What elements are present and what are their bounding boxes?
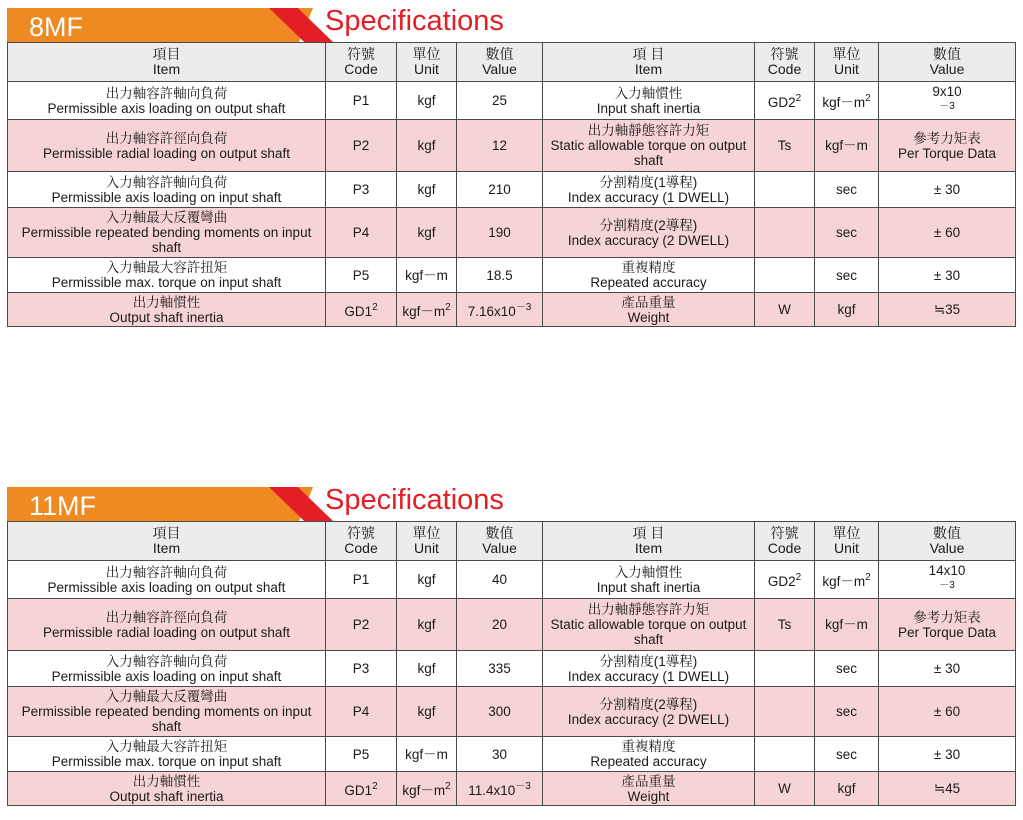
- item-cell: 入力軸最大容許扭矩 Permissible max. torque on input shaft: [8, 258, 326, 293]
- spec-body: [8, 82, 1016, 327]
- unit-cell-2: $kgf-m^2$: [815, 561, 879, 599]
- unit-cell: kgf: [397, 172, 457, 208]
- spec-row: [8, 772, 1016, 806]
- unit-cell-2: sec: [815, 737, 879, 772]
- value-cell-2: ≒45: [879, 772, 1016, 806]
- item-cell-2: 出力軸靜態容許力矩 Static allowable torque on output shaft: [543, 599, 755, 651]
- code-cell: P3: [326, 172, 397, 208]
- superscript: 2: [445, 781, 451, 792]
- value-cell: 12: [457, 120, 543, 172]
- unit-cell: $kgf-m^2$: [397, 293, 457, 327]
- header-item-2: 項 目 Item: [543, 43, 755, 82]
- value-cell-2: ± 60: [879, 208, 1016, 258]
- header-item: 項目 Item: [8, 43, 326, 82]
- header-value-2: 數值 Value: [879, 522, 1016, 561]
- code-cell-2: Ts: [755, 120, 815, 172]
- superscript: 2: [445, 302, 451, 313]
- code-cell: P4: [326, 687, 397, 737]
- value-cell: 30: [457, 737, 543, 772]
- item-cell: 出力軸慣性 Output shaft inertia: [8, 293, 326, 327]
- value-cell: 25: [457, 82, 543, 120]
- header-row: [8, 522, 1016, 561]
- value-cell-2: ± 30: [879, 737, 1016, 772]
- item-cell: 入力軸最大反覆彎曲 Permissible repeated bending moments on input shaft: [8, 208, 326, 258]
- code-cell: P4: [326, 208, 397, 258]
- value-cell: 40: [457, 561, 543, 599]
- value-cell-2: 9x10 $^{-3}$: [879, 82, 1016, 120]
- header-value-2: 數值 Value: [879, 43, 1016, 82]
- item-cell-2: 分割精度(1導程) Index accuracy (1 DWELL): [543, 651, 755, 687]
- code-cell: P1: [326, 561, 397, 599]
- superscript: －3: [515, 302, 532, 313]
- code-cell-2: $GD2^2$: [755, 82, 815, 120]
- item-cell: 出力軸容許徑向負荷 Permissible radial loading on output shaft: [8, 599, 326, 651]
- superscript: 2: [795, 572, 802, 583]
- superscript: 2: [865, 572, 871, 583]
- value-cell: $11.4x10^{-3}$: [457, 772, 543, 806]
- superscript: 2: [372, 781, 378, 792]
- item-cell-2: 入力軸慣性 Input shaft inertia: [543, 561, 755, 599]
- unit-cell-2: kgf－m: [815, 599, 879, 651]
- specifications-heading: Specifications: [325, 484, 504, 516]
- header-code-2: 符號 Code: [755, 522, 815, 561]
- unit-cell: kgf: [397, 561, 457, 599]
- item-cell-2: 分割精度(1導程) Index accuracy (1 DWELL): [543, 172, 755, 208]
- unit-cell: kgf: [397, 687, 457, 737]
- item-cell-2: 產品重量 Weight: [543, 293, 755, 327]
- unit-cell: kgf: [397, 599, 457, 651]
- unit-cell-2: $kgf-m^2$: [815, 82, 879, 120]
- superscript: －3: [515, 781, 531, 792]
- header-row: [8, 43, 1016, 82]
- unit-cell-2: kgf: [815, 293, 879, 327]
- value-cell-2: ± 60: [879, 687, 1016, 737]
- header-code: 符號 Code: [326, 43, 397, 82]
- model-label: 8MF: [7, 8, 299, 42]
- spec-row: [8, 599, 1016, 651]
- code-cell-2: W: [755, 293, 815, 327]
- unit-cell-2: sec: [815, 651, 879, 687]
- unit-cell: kgf: [397, 82, 457, 120]
- value-cell: 20: [457, 599, 543, 651]
- spec-section-8mf: [7, 4, 1015, 327]
- value-cell-2: 參考力矩表 Per Torque Data: [879, 599, 1016, 651]
- code-cell: P1: [326, 82, 397, 120]
- value-cell-2: ± 30: [879, 258, 1016, 293]
- code-cell: P3: [326, 651, 397, 687]
- superscript: 2: [865, 93, 871, 104]
- code-cell-2: Ts: [755, 599, 815, 651]
- item-cell: 出力軸容許徑向負荷 Permissible radial loading on output shaft: [8, 120, 326, 172]
- section-title-bar: [7, 4, 1015, 42]
- item-cell: 出力軸慣性 Output shaft inertia: [8, 772, 326, 806]
- value-cell-2: ≒35: [879, 293, 1016, 327]
- item-cell: 入力軸最大容許扭矩 Permissible max. torque on input shaft: [8, 737, 326, 772]
- unit-cell: kgf－m: [397, 737, 457, 772]
- superscript: －3: [939, 100, 955, 112]
- unit-cell-2: kgf: [815, 772, 879, 806]
- unit-cell: $kgf-m^2$: [397, 772, 457, 806]
- spec-row: [8, 120, 1016, 172]
- value-cell: $7.16x10^{-3}$: [457, 293, 543, 327]
- item-cell-2: 產品重量 Weight: [543, 772, 755, 806]
- item-cell: 入力軸容許軸向負荷 Permissible axis loading on input shaft: [8, 172, 326, 208]
- header-unit-2: 單位 Unit: [815, 43, 879, 82]
- code-cell: $GD1^2$: [326, 293, 397, 327]
- value-cell-2: ± 30: [879, 651, 1016, 687]
- code-cell-2: [755, 687, 815, 737]
- value-cell: 18.5: [457, 258, 543, 293]
- superscript: －3: [939, 579, 955, 591]
- superscript: 2: [372, 302, 378, 313]
- header-unit: 單位 Unit: [397, 522, 457, 561]
- header-code-2: 符號 Code: [755, 43, 815, 82]
- header-value: 數值 Value: [457, 43, 543, 82]
- header-unit-2: 單位 Unit: [815, 522, 879, 561]
- item-cell: 入力軸容許軸向負荷 Permissible axis loading on input shaft: [8, 651, 326, 687]
- item-cell: 入力軸最大反覆彎曲 Permissible repeated bending moments on input shaft: [8, 687, 326, 737]
- item-cell-2: 出力軸靜態容許力矩 Static allowable torque on output shaft: [543, 120, 755, 172]
- unit-cell-2: sec: [815, 687, 879, 737]
- code-cell-2: [755, 651, 815, 687]
- code-cell-2: [755, 258, 815, 293]
- code-cell: P5: [326, 258, 397, 293]
- value-cell-2: 參考力矩表 Per Torque Data: [879, 120, 1016, 172]
- spec-row: [8, 737, 1016, 772]
- item-cell-2: 分割精度(2導程) Index accuracy (2 DWELL): [543, 208, 755, 258]
- spec-table: [7, 521, 1016, 806]
- value-cell: 210: [457, 172, 543, 208]
- spec-table: [7, 42, 1016, 327]
- unit-cell: kgf: [397, 651, 457, 687]
- specifications-heading: Specifications: [325, 5, 504, 37]
- unit-cell-2: sec: [815, 208, 879, 258]
- code-cell: P2: [326, 599, 397, 651]
- superscript: 2: [795, 93, 802, 104]
- item-cell-2: 入力軸慣性 Input shaft inertia: [543, 82, 755, 120]
- value-cell: 190: [457, 208, 543, 258]
- code-cell-2: [755, 172, 815, 208]
- spec-row: [8, 651, 1016, 687]
- code-cell: $GD1^2$: [326, 772, 397, 806]
- item-cell-2: 重複精度 Repeated accuracy: [543, 737, 755, 772]
- spec-section-11mf: [7, 483, 1015, 806]
- value-cell-2: ± 30: [879, 172, 1016, 208]
- header-unit: 單位 Unit: [397, 43, 457, 82]
- code-cell: P2: [326, 120, 397, 172]
- spec-row: [8, 82, 1016, 120]
- header-item-2: 項 目 Item: [543, 522, 755, 561]
- unit-cell: kgf: [397, 208, 457, 258]
- code-cell-2: [755, 737, 815, 772]
- spec-row: [8, 172, 1016, 208]
- unit-cell-2: kgf－m: [815, 120, 879, 172]
- spec-row: [8, 561, 1016, 599]
- code-cell-2: $GD2^2$: [755, 561, 815, 599]
- code-cell: P5: [326, 737, 397, 772]
- unit-cell-2: sec: [815, 172, 879, 208]
- spec-body: [8, 561, 1016, 806]
- spec-row: [8, 293, 1016, 327]
- header-code: 符號 Code: [326, 522, 397, 561]
- item-cell-2: 分割精度(2導程) Index accuracy (2 DWELL): [543, 687, 755, 737]
- code-cell-2: W: [755, 772, 815, 806]
- value-cell: 300: [457, 687, 543, 737]
- unit-cell: kgf: [397, 120, 457, 172]
- unit-cell: kgf－m: [397, 258, 457, 293]
- header-value: 數值 Value: [457, 522, 543, 561]
- value-cell-2: 14x10 $^{-3}$: [879, 561, 1016, 599]
- section-title-bar: [7, 483, 1015, 521]
- spec-row: [8, 258, 1016, 293]
- value-cell: 335: [457, 651, 543, 687]
- item-cell-2: 重複精度 Repeated accuracy: [543, 258, 755, 293]
- header-item: 項目 Item: [8, 522, 326, 561]
- code-cell-2: [755, 208, 815, 258]
- model-label: 11MF: [7, 487, 299, 521]
- spec-row: [8, 687, 1016, 737]
- spec-row: [8, 208, 1016, 258]
- unit-cell-2: sec: [815, 258, 879, 293]
- item-cell: 出力軸容許軸向負荷 Permissible axis loading on output shaft: [8, 82, 326, 120]
- item-cell: 出力軸容許軸向負荷 Permissible axis loading on output shaft: [8, 561, 326, 599]
